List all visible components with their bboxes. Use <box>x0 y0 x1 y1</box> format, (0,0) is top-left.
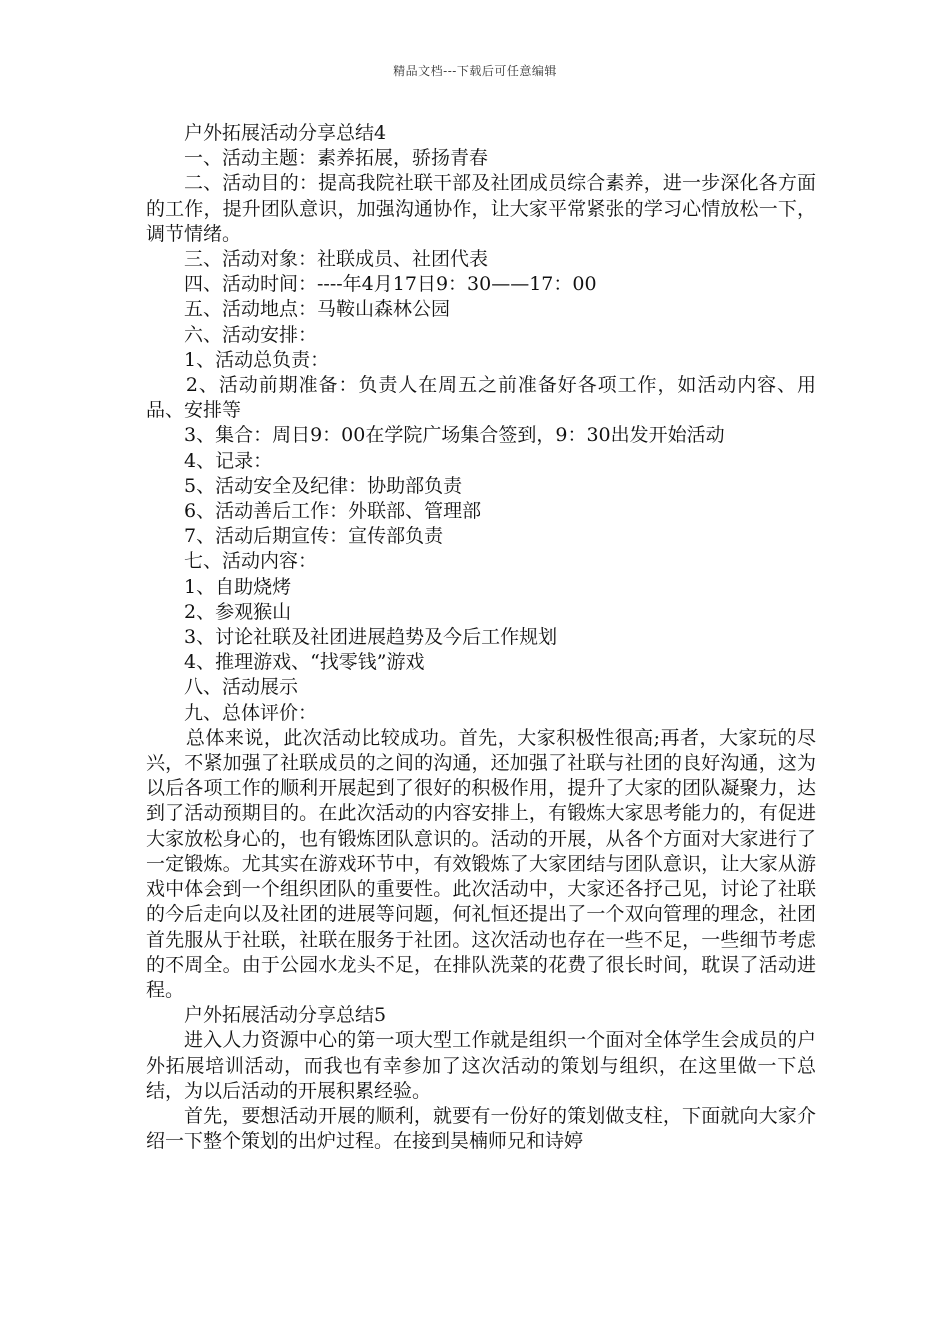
paragraph: 九、总体评价： <box>184 701 318 724</box>
list-item: 3、集合：周日9：00在学院广场集合签到，9：30出发开始活动 <box>184 424 725 447</box>
list-item: 4、记录： <box>184 449 273 472</box>
paragraph: 四、活动时间：----年4月17日9：30——17：00 <box>184 273 597 296</box>
paragraph: 进入人力资源中心的第一项大型工作就是组织一个面对全体学生会成员的户外拓展培训活动，而我也有幸参加了这次活动的策划与组织，在这里做一下总结，为以后活动的开展积累经验。 <box>146 1029 816 1102</box>
section-title: 户外拓展活动分享总结5 <box>184 1004 387 1027</box>
paragraph: 六、活动安排： <box>184 323 318 346</box>
list-item: 5、活动安全及纪律：协助部负责 <box>184 474 463 497</box>
list-item: 7、活动后期宣传：宣传部负责 <box>184 525 444 548</box>
paragraph: 八、活动展示 <box>184 676 299 699</box>
paragraph: 五、活动地点：马鞍山森林公园 <box>184 298 451 321</box>
list-item: 2、活动前期准备：负责人在周五之前准备好各项工作，如活动内容、用品、安排等 <box>146 374 816 422</box>
page-header: 精品文档---下载后可任意编辑 <box>393 64 557 78</box>
paragraph: 三、活动对象：社联成员、社团代表 <box>184 248 489 271</box>
paragraph: 一、活动主题：素养拓展，骄扬青春 <box>184 147 489 170</box>
list-item: 4、推理游戏、“找零钱”游戏 <box>184 651 425 674</box>
paragraph: 首先，要想活动开展的顺利，就要有一份好的策划做支柱，下面就向大家介绍一下整个策划的出炉过程。在接到昊楠师兄和诗婷 <box>146 1104 816 1153</box>
section-title: 户外拓展活动分享总结4 <box>184 122 387 144</box>
paragraph: 总体来说，此次活动比较成功。首先，大家积极性很高;再者，大家玩的尽兴，不紧加强了社联成员的之间的沟通，还加强了社联与社团的良好沟通，这为以后各项工作的顺利开展起到了很好的积极作用，提升了大家的团队凝聚力，达到了活动预期目的。在此次活动的内容安排上，有锻炼大家思考能力的，有促进大家放松身心的，也有锻炼团队意识的。活动的开展，从各个方面对大家进行了一定锻炼。尤其实在游戏环节中，有效锻炼了大家团结与团队意识，让大家从游戏中体会到一个组织团队的重要性。此次活动中，大家还各抒己见，讨论了社联的今后走向以及社团的进展等问题，何礼恒还提出了一个双向管理的理念，社团首先服从于社联，社联在服务于社团。这次活动也存在一些不足，一些细节考虑的不周全。由于公园水龙头不足，在排队洗菜的花费了很长时间，耽误了活动进程。 <box>146 726 816 1001</box>
list-item: 3、讨论社联及社团进展趋势及今后工作规划 <box>184 626 558 649</box>
list-item: 1、自助烧烤 <box>184 575 292 598</box>
list-item: 1、活动总负责： <box>184 348 330 371</box>
list-item: 2、参观猴山 <box>184 600 292 623</box>
paragraph: 二、活动目的：提高我院社联干部及社团成员综合素养，进一步深化各方面的工作，提升团队意识，加强沟通协作，让大家平常紧张的学习心情放松一下，调节情绪。 <box>146 172 816 245</box>
paragraph: 七、活动内容： <box>184 550 318 573</box>
list-item: 6、活动善后工作：外联部、管理部 <box>184 500 482 523</box>
document-body <box>146 121 816 1154</box>
